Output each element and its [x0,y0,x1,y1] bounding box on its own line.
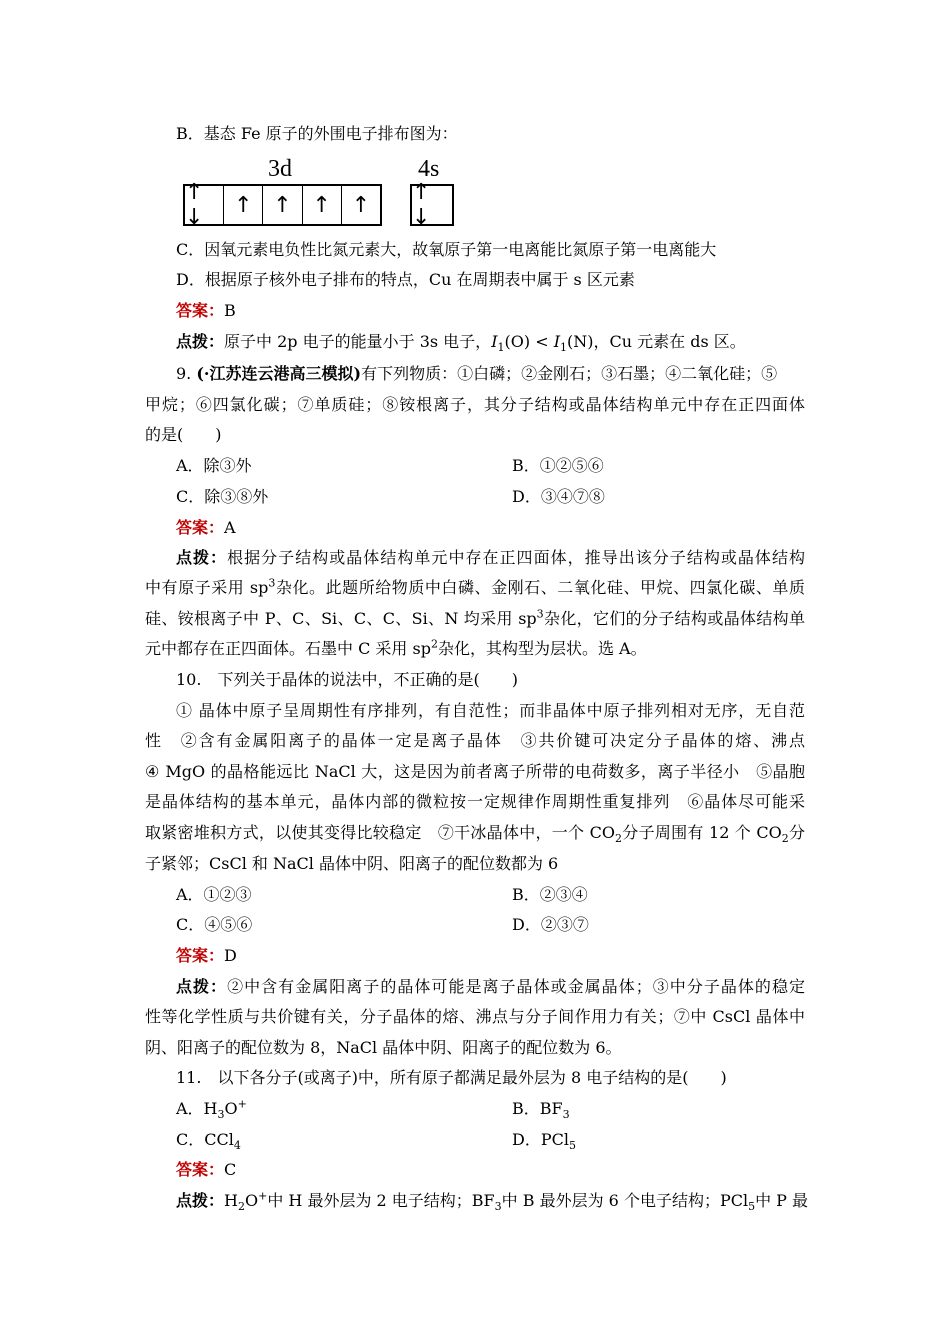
hint-line: 点拨：原子中 2p 电子的能量小于 3s 电子，$I_1(O) < I_1(N)$，Cu 元素在 ds 区。 [176,332,746,355]
q10-options-row1 [176,885,836,905]
option-c: C．CCl$_4$ [176,1130,241,1153]
orbital-3d-label: 3d [268,156,292,182]
question-9-line3: 的是( ) [145,425,222,444]
hint-line: 硅、铵根离子中 P、C、Si、C、C、Si、N 均采用 $sp^3$杂化，它们的分子结构或晶体结构单 [145,607,805,628]
question-11-title: 11. 以下各分子(或离子)中，所有原子都满足最外层为 8 电子结构的是( ) [176,1068,727,1087]
hint-line: 点拨：$H_2O^+$中 H 最外层为 2 电子结构；$BF_3$中 B 最外层为 6 个电子结构；PCl$_5$中 P 最 [176,1189,809,1214]
answer-line: 答案：A [176,518,236,537]
orbital-cell: ↑ ↓ [412,180,431,230]
option-b: B．②③④ [512,885,588,904]
option-d-line: D．根据原子核外电子排布的特点，Cu 在周期表中属于 s 区元素 [176,270,635,289]
question-source: (·江苏连云港高三模拟) [196,364,362,383]
question-10-title: 10. 下列关于晶体的说法中，不正确的是( ) [176,670,518,689]
hint-line: 点拨：根据分子结构或晶体结构单元中存在正四面体，推导出该分子结构或晶体结构 [176,548,805,567]
option-b: B．①②⑤⑥ [512,456,604,475]
q9-options-row2 [176,487,836,507]
option-b-line: B．基态 Fe 原子的外围电子排布图为： [176,124,458,143]
question-10-line: 子紧邻；CsCl 和 NaCl 晶体中阴、阳离子的配位数都为 6 [145,854,559,873]
option-d: D．③④⑦⑧ [512,487,605,506]
q9-options-row1 [176,456,836,476]
hint-line: 元中都存在正四面体。石墨中 C 采用 $sp^2$杂化，其构型为层状。选 A。 [145,637,647,658]
option-d: D．PCl$_5$ [512,1130,576,1153]
question-10-line: ① 晶体中原子呈周期性有序排列，有自范性；而非晶体中原子排列相对无序，无自范 [176,701,805,720]
hint-label: 点拨： [176,332,225,351]
hint-line: 点拨：②中含有金属阳离子的晶体可能是离子晶体或金属晶体；③中分子晶体的稳定 [176,977,805,996]
orbital-cell: ↑ [224,186,263,224]
q11-options-row1 [176,1097,836,1122]
question-10-line: ④ MgO 的晶格能远比 NaCl 大，这是因为前者离子所带的电荷数多，离子半径小 ⑤晶胞 [145,762,805,781]
q10-options-row2 [176,915,836,935]
orbital-cell: ↑ ↓ [185,186,224,224]
hint-line: 阴、阳离子的配位数为 8，NaCl 晶体中阴、阳离子的配位数为 6。 [145,1038,622,1057]
answer-line: 答案：C [176,1160,237,1179]
answer-line [176,301,836,321]
option-a: A．$H_3O^+$ [176,1097,247,1122]
option-a: A．除③外 [176,456,252,475]
question-10-line: 取紧密堆积方式，以使其变得比较稳定 ⑦干冰晶体中，一个 $CO_2$分子周围有 12 个 $CO_2$分 [145,823,805,846]
option-b: B．$BF_3$ [512,1099,570,1122]
option-c-line: C．因氧元素电负性比氮元素大，故氧原子第一电离能比氮原子第一电离能大 [176,240,717,259]
hint-line: 性等化学性质与共价键有关，分子晶体的熔、沸点与分子间作用力有关；⑦中 CsCl 晶体中 [145,1007,805,1026]
option-c: C．④⑤⑥ [176,915,253,934]
orbital-cell: ↑ [351,192,371,218]
question-9-line1: 9. (·江苏连云港高三模拟)有下列物质：①白磷；②金刚石；③石墨；④二氧化硅；⑤ [176,364,778,383]
orbital-4s-label: 4s [418,156,440,182]
answer-value: B [224,301,236,320]
question-9-line2: 甲烷；⑥四氯化碳；⑦单质硅；⑧铵根离子，其分子结构或晶体结构单元中存在正四面体 [145,395,805,414]
orbital-box-4s [410,180,454,230]
orbital-cell: ↑ [263,186,302,224]
question-10-line: 是晶体结构的基本单元，晶体内部的微粒按一定规律作周期性重复排列 ⑥晶体尽可能采 [145,792,805,811]
orbital-cell: ↑ [303,186,342,224]
option-c: C．除③⑧外 [176,487,269,506]
answer-line: 答案：D [176,946,237,965]
orbital-box-3d [183,180,382,230]
option-a: A．①②③ [176,885,252,904]
answer-label: 答案： [176,301,225,320]
option-d: D．②③⑦ [512,915,589,934]
question-10-line: 性 ②含有金属阳离子的晶体一定是离子晶体 ③共价键可决定分子晶体的熔、沸点 [145,731,805,750]
q11-options-row2 [176,1130,836,1153]
hint-line: 中有原子采用 $sp^3$杂化。此题所给物质中白磷、金刚石、二氧化硅、甲烷、四氯化碳、单质 [145,576,805,597]
